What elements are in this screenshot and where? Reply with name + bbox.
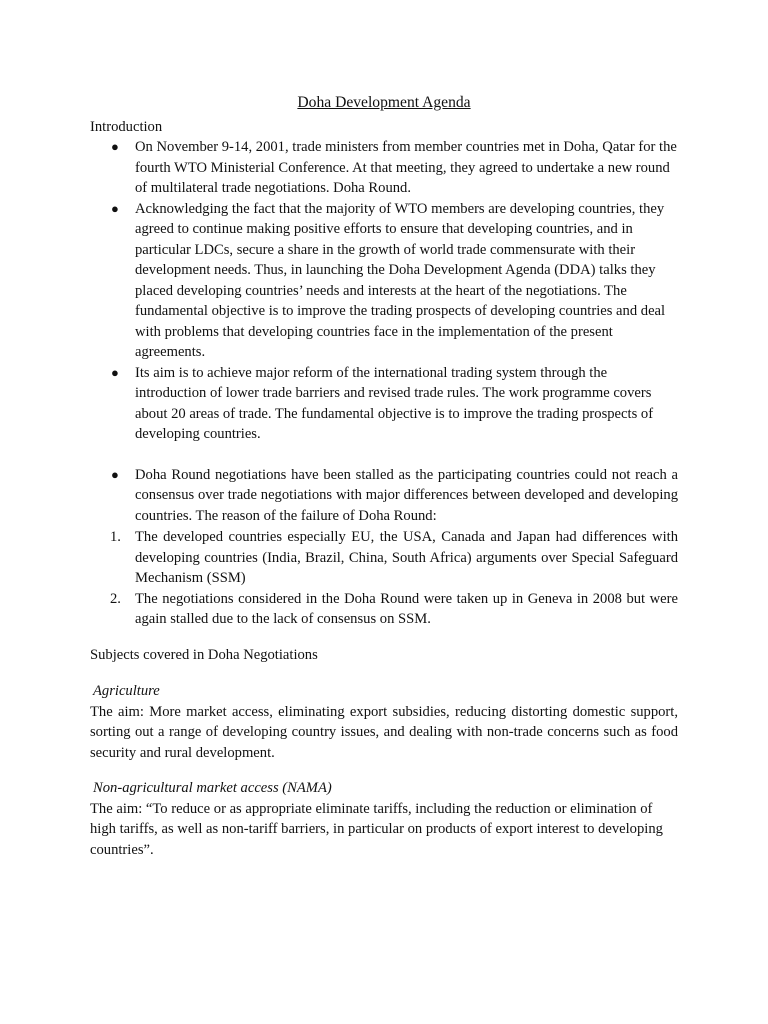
subjects-heading: Subjects covered in Doha Negotiations bbox=[90, 647, 318, 663]
agriculture-heading: Agriculture bbox=[93, 683, 160, 699]
list-item bbox=[90, 527, 678, 589]
bullet-text: Doha Round negotiations have been stalled as the participating countries could not reach a consensus over trade negotiations with major differences between developed and developing countries. The reason of the failure of Doha Round: bbox=[135, 466, 678, 524]
failure-reasons-list bbox=[90, 527, 678, 630]
item-text: The developed countries especially EU, the USA, Canada and Japan had differences with developing countries (India, Brazil, China, South Africa) arguments over Special Safeguard Mechanism (SSM) bbox=[135, 529, 678, 586]
list-item bbox=[90, 137, 678, 199]
intro-heading: Introduction bbox=[90, 119, 163, 135]
item-number: 2. bbox=[110, 590, 121, 607]
bullet-text: Its aim is to achieve major reform of the international trading system through the introduction of lower trade barriers and revised trade rules. The work programme covers about 20 areas of trade. The fundamental objective is to improve the trading prospects of developing countries. bbox=[135, 364, 654, 442]
bullet-text: Acknowledging the fact that the majority of WTO members are developing countries, they agreed to continue making positive efforts to ensure that developing countries, and in particular LDCs, secure a share in the growth of world trade commensurate with their development needs. Thus, in launching the Doha Development Agenda (DDA) talks they placed developing countries’ needs and interests at the heart of the negotiations. The fundamental objective is to improve the trading prospects of developing countries and deal with problems that developing countries face in the implementation of the present agreements. bbox=[135, 200, 666, 360]
item-text: The negotiations considered in the Doha Round were taken up in Geneva in 2008 but were again stalled due to the lack of consensus on SSM. bbox=[135, 590, 678, 627]
bullet-icon: ● bbox=[111, 364, 119, 380]
intro-bullet-list bbox=[90, 137, 678, 526]
bullet-icon: ● bbox=[111, 139, 119, 154]
list-item bbox=[90, 589, 678, 630]
agriculture-text: The aim: More market access, eliminating export subsidies, reducing distorting domestic support, sorting out a range of developing country issues, and dealing with non-trade concerns such as food security and rural development. bbox=[90, 703, 678, 761]
nama-section bbox=[90, 778, 678, 860]
bullet-text: On November 9-14, 2001, trade ministers from member countries met in Doha, Qatar for the fourth WTO Ministerial Conference. At that meeting, they agreed to undertake a new round of multilateral trade negotiations. Doha Round. bbox=[135, 139, 677, 196]
nama-text: The aim: “To reduce or as appropriate eliminate tariffs, including the reduction or elimination of high tariffs, as well as non-tariff barriers, in particular on products of export interest to developing countries”. bbox=[90, 800, 663, 858]
agriculture-section bbox=[90, 681, 678, 763]
nama-heading: Non-agricultural market access (NAMA) bbox=[93, 780, 332, 796]
list-item bbox=[90, 363, 678, 445]
page-title: Doha Development Agenda bbox=[297, 94, 471, 111]
bullet-icon: ● bbox=[111, 466, 119, 482]
bullet-icon: ● bbox=[111, 200, 119, 216]
item-number: 1. bbox=[110, 529, 121, 545]
list-item bbox=[90, 465, 678, 527]
list-item bbox=[90, 199, 678, 363]
